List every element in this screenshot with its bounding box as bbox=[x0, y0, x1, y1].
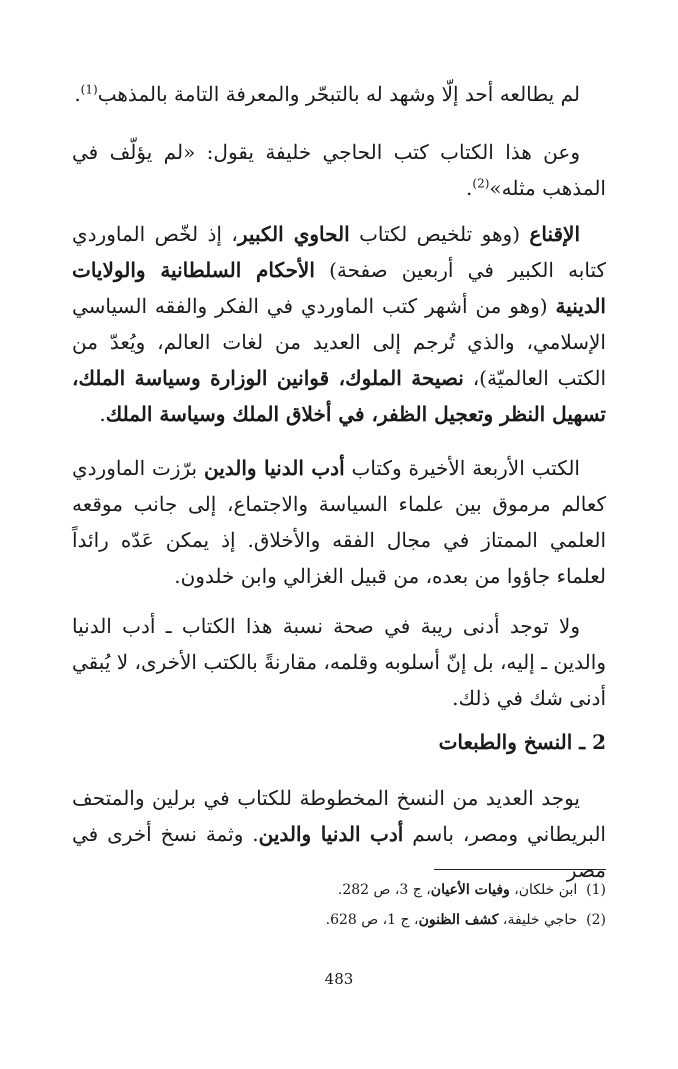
paragraph-6: يوجد العديد من النسخ المخطوطة للكتاب في برلين والمتحف البريطاني ومصر، باسم أدب الدنيا والدين. وثمة نسخ أخرى في مصر bbox=[72, 786, 606, 882]
footnote-marker: (2) bbox=[472, 176, 490, 191]
page-number: 483 bbox=[324, 970, 354, 988]
footnote-number: (2) bbox=[586, 912, 606, 928]
footnote-marker: (1) bbox=[80, 82, 98, 97]
paragraph-5 bbox=[72, 608, 606, 716]
footnote-title: وفيات الأعيان bbox=[430, 882, 510, 898]
footnote-separator bbox=[434, 869, 606, 870]
book-title-bold: الحاوي الكبير bbox=[237, 222, 350, 246]
book-title-bold: أدب الدنيا والدين bbox=[258, 822, 404, 846]
footnote-author: ابن خلكان، bbox=[509, 882, 578, 898]
footnote-reference: ، ج 3، ص 282. bbox=[337, 882, 431, 898]
paragraph-2: وعن هذا الكتاب كتب الحاجي خليفة يقول: «لم يؤلّف في المذهب مثله»$^{(2)}$. bbox=[72, 140, 606, 200]
footnote-1 bbox=[338, 880, 606, 900]
paragraph-3: الإقناع (وهو تلخيص لكتاب الحاوي الكبير، إذ لخّص الماوردي كتابه الكبير في أربعين صفحة) الأحكام السلطانية والولايات الدينية (وهو من أشهر كتب الماوردي في الفكر والفقه السياسي الإسلامي، والذي تُرجم إلى العديد من لغات العالم، ويُعدّ من الكتب العالميّة)، نصيحة الملوك، قوانين الوزارة وسياسة الملك، تسهيل النظر وتعجيل الظفر، في أخلاق الملك وسياسة الملك. bbox=[72, 222, 607, 426]
book-title-bold: أدب الدنيا والدين bbox=[203, 456, 345, 480]
book-title-bold: الإقناع bbox=[529, 222, 581, 246]
book-title-bold: الأحكام السلطانية والولايات الدينية bbox=[72, 258, 606, 318]
footnote-reference: ، ج 1، ص 628. bbox=[325, 912, 419, 928]
footnote-author: حاجي خليفة، bbox=[498, 912, 578, 928]
footnote-2 bbox=[326, 910, 606, 930]
book-titles-bold: نصيحة الملوك، قوانين الوزارة وسياسة الملك، تسهيل النظر وتعجيل الظفر، في أخلاق الملك وسياسة الملك bbox=[72, 366, 606, 426]
footnote-title: كشف الظنون bbox=[418, 912, 499, 928]
paragraph-text: لم يطالعه أحد إلّا وشهد له بالتبحّر والمعرفة التامة بالمذهب bbox=[97, 82, 580, 106]
paragraph-4: الكتب الأربعة الأخيرة وكتاب أدب الدنيا والدين برّزت الماوردي كعالم مرموق بين علماء السياسة والاجتماع، إلى جانب موقعه العلمي الممتاز في مجال الفقه والأخلاق. إذ يمكن عَدّه رائداً لعلماء جاؤوا من بعده، من قبيل الغزالي وابن خلدون. bbox=[72, 456, 606, 588]
paragraph-text: وعن هذا الكتاب كتب الحاجي خليفة يقول: «لم يؤلّف في المذهب مثله» bbox=[72, 140, 606, 200]
paragraph-1: لم يطالعه أحد إلّا وشهد له بالتبحّر والمعرفة التامة بالمذهب$^{(1)}$. bbox=[74, 82, 580, 106]
section-heading: 2 ـ النسخ والطبعات bbox=[438, 730, 606, 754]
paragraph-text: ولا توجد أدنى ريبة في صحة نسبة هذا الكتاب ـ أدب الدنيا والدين ـ إليه، بل إنّ أسلوبه وقلمه، مقارنةً بالكتب الأخرى، لا يُبقي أدنى شك في ذلك. bbox=[72, 614, 606, 710]
footnote-number: (1) bbox=[586, 882, 606, 898]
